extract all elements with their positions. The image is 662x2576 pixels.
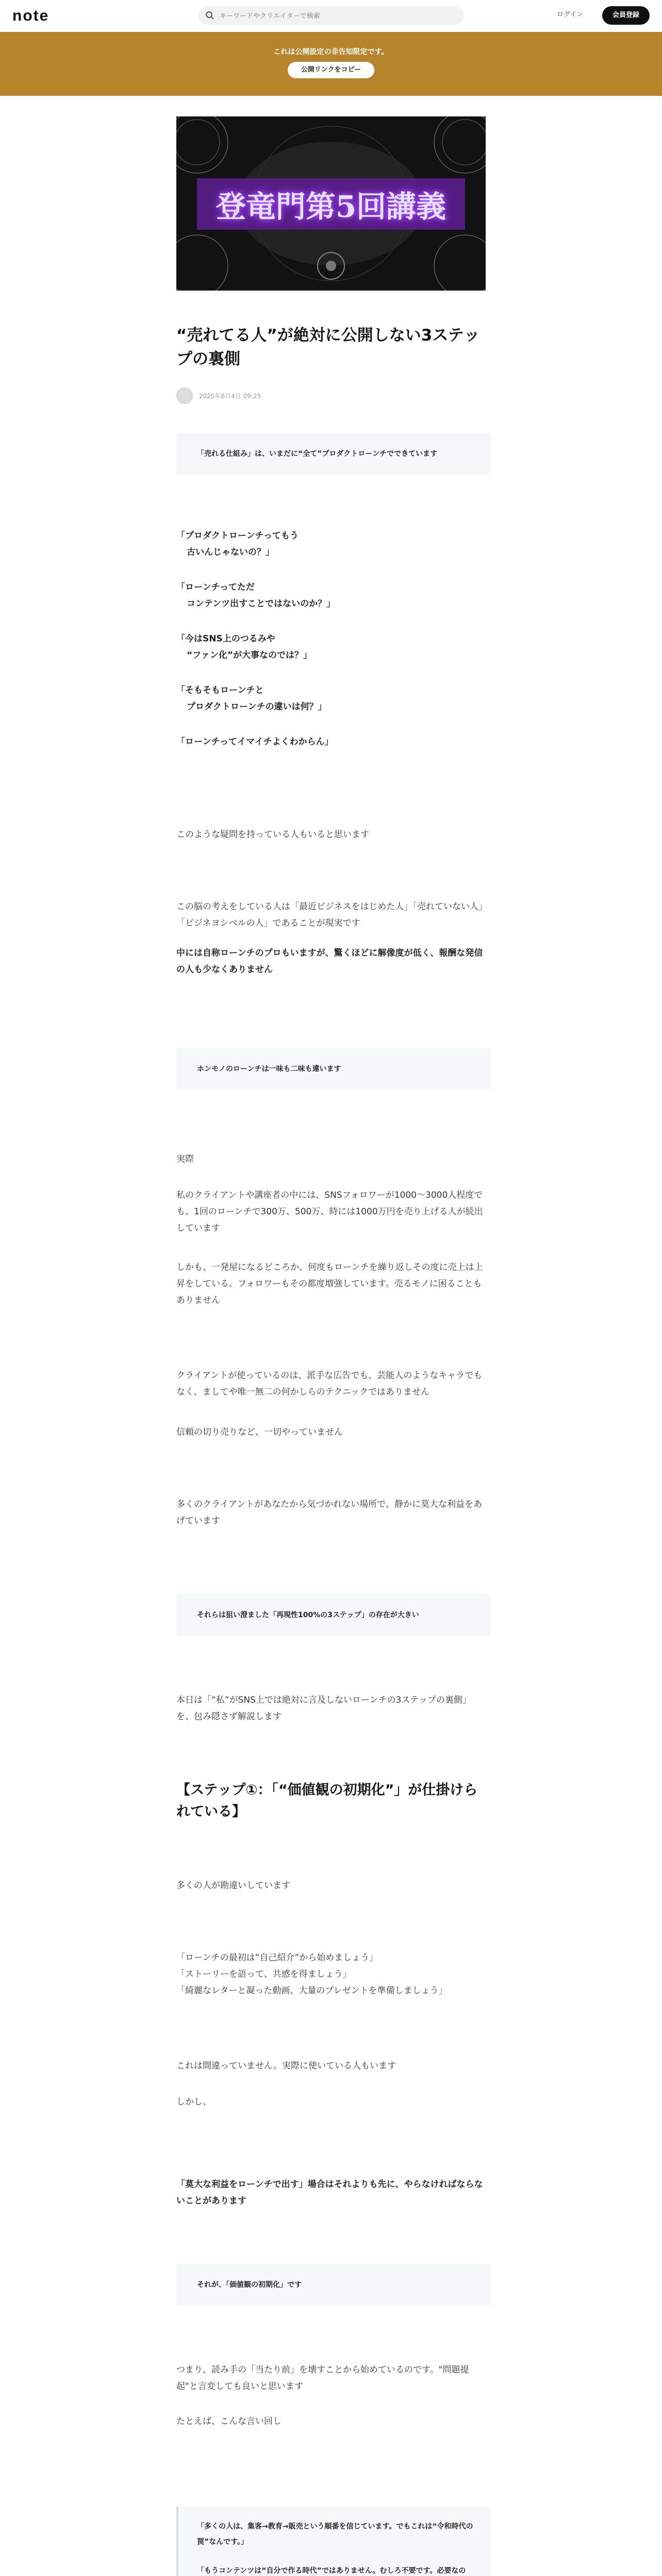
- paragraph: たとえば、こんな言い回し: [176, 2416, 282, 2427]
- article-title: “売れてる人”が絶対に公開しない3ステップの裏側: [176, 326, 480, 368]
- copy-link-button[interactable]: 公開リンクをコピー: [288, 62, 374, 78]
- quote-text: 「多くの人は、集客→教育→販売という順番を信じています。でもこれは“令和時代の罠”なんです。」: [197, 2522, 473, 2546]
- top-header: [0, 0, 662, 32]
- callout-box: [176, 1048, 491, 1090]
- paragraph: つまり、読み手の「当たり前」を壊すことから始めているのです。"問題提起"と言変しても良いと思います: [176, 2365, 469, 2392]
- paragraph: これは間違っていません。実際に使いている人もいます: [176, 2061, 396, 2071]
- question-1: 「プロダクトローンチってもう: [176, 531, 299, 541]
- paragraph: 実際: [176, 1154, 194, 1164]
- example-line: 「ストーリーを語って、共感を得ましょう」: [176, 1969, 352, 1979]
- callout-box: [176, 2264, 491, 2306]
- paragraph: このような疑問を持っている人もいると思います: [176, 829, 369, 840]
- question-2: 「ローンチってただ: [176, 582, 255, 592]
- callout-text: 「売れる仕組み」は、いまだに“全て”プロダクトローンチでできています: [197, 450, 438, 458]
- login-link[interactable]: ログイン: [557, 11, 584, 19]
- paragraph: 多くのクライアントがあなたから気づかれない場所で、静かに莫大な利益をあげています: [176, 1499, 482, 1526]
- paragraph: この脳の考えをしている人は「最近ビジネスをはじめた人」「売れていない人」「ビジネヨシベルの人」であることが現実です: [176, 902, 483, 928]
- callout-text: それらは狙い澄ました「再現性100%の3ステップ」の存在が大きい: [197, 1611, 419, 1619]
- question-5: 「ローンチってイマイチよくわからん」: [176, 737, 334, 747]
- signup-button[interactable]: 会員登録: [602, 6, 650, 25]
- paragraph: しかも、一発屋になるどころか、何度もローンチを繰り返しその度に売上は上昇をしている。フォロワーもその都度増強しています。売るモノに困ることもありません: [176, 1262, 483, 1306]
- banner-message: これは公開設定の非告知限定です。: [273, 48, 389, 56]
- paragraph: 多くの人が勘違いしています: [176, 1880, 290, 1891]
- paragraph: 私のクライアントや講座者の中には、SNSフォロワーが1000〜3000人程度でも、1回のローンチで300万、500万、時には1000万円を売り上げる人が続出しています: [176, 1190, 483, 1233]
- paragraph-bold: 「莫大な利益をローンチで出す」場合はそれよりも先に、やらなければならないことがあります: [176, 2179, 483, 2206]
- section-heading: 【ステップ①：「“価値観の初期化”」が仕掛けられている】: [176, 1782, 478, 1820]
- publish-date: 2025年8月4日 09:25: [199, 393, 261, 400]
- question-2b: コンテンツ出すことではないのか？」: [187, 599, 336, 609]
- search-input[interactable]: [219, 6, 458, 26]
- callout-box: [176, 433, 491, 475]
- note-logo[interactable]: note: [12, 7, 49, 24]
- question-4: 「そもそもローンチと: [176, 685, 264, 696]
- search-icon: [205, 11, 214, 20]
- search-box[interactable]: [198, 6, 464, 25]
- quote-text: 「もうコンテンツは“自分で作る時代”ではありません。むしろ不要です。必要なの: [197, 2567, 466, 2575]
- paragraph: 信頼の切り売りなど、一切やっていません: [176, 1427, 343, 1437]
- limited-share-banner: [0, 32, 662, 96]
- callout-text: ホンモノのローンチは一味も二味も違います: [197, 1065, 341, 1073]
- paragraph: しかし、: [176, 2097, 211, 2107]
- quote-block: [176, 2506, 491, 2576]
- callout-box: [176, 1594, 491, 1636]
- callout-text: それが、「価値観の初期化」です: [197, 2281, 302, 2289]
- paragraph: クライアントが使っているのは、派手な広告でも、芸能人のようなキャラでもなく、ましてや唯一無二の何かしらのテクニックではありません: [176, 1370, 483, 1397]
- question-4b: プロダクトローンチの違いは何？」: [187, 702, 327, 712]
- question-3: 「今はSNS上のつるみや: [176, 634, 275, 644]
- example-line: 「ローンチの最初は“自己紹介”から始めましょう」: [176, 1953, 378, 1963]
- quote-bar: [176, 2506, 178, 2576]
- paragraph-bold: 中には自称ローンチのプロもいますが、驚くほどに解像度が低く、報酬な発信の人も少なくありません: [176, 948, 483, 975]
- question-1b: 古いんじゃないの？」: [187, 547, 274, 557]
- hero-title: 登竜門第5回講義: [216, 189, 446, 224]
- example-line: 「綺麗なレターと凝った動画、大量のプレゼントを準備しましょう」: [176, 1986, 448, 1996]
- question-3b: “ファン化”が大事なのでは？」: [187, 650, 312, 660]
- paragraph: 本日は「“私”がSNS上では絶対に言及しないローンチの3ステップの裏側」を、包み隠さず解説します: [176, 1695, 472, 1722]
- hero-image: [176, 116, 486, 291]
- author-avatar[interactable]: [176, 387, 193, 404]
